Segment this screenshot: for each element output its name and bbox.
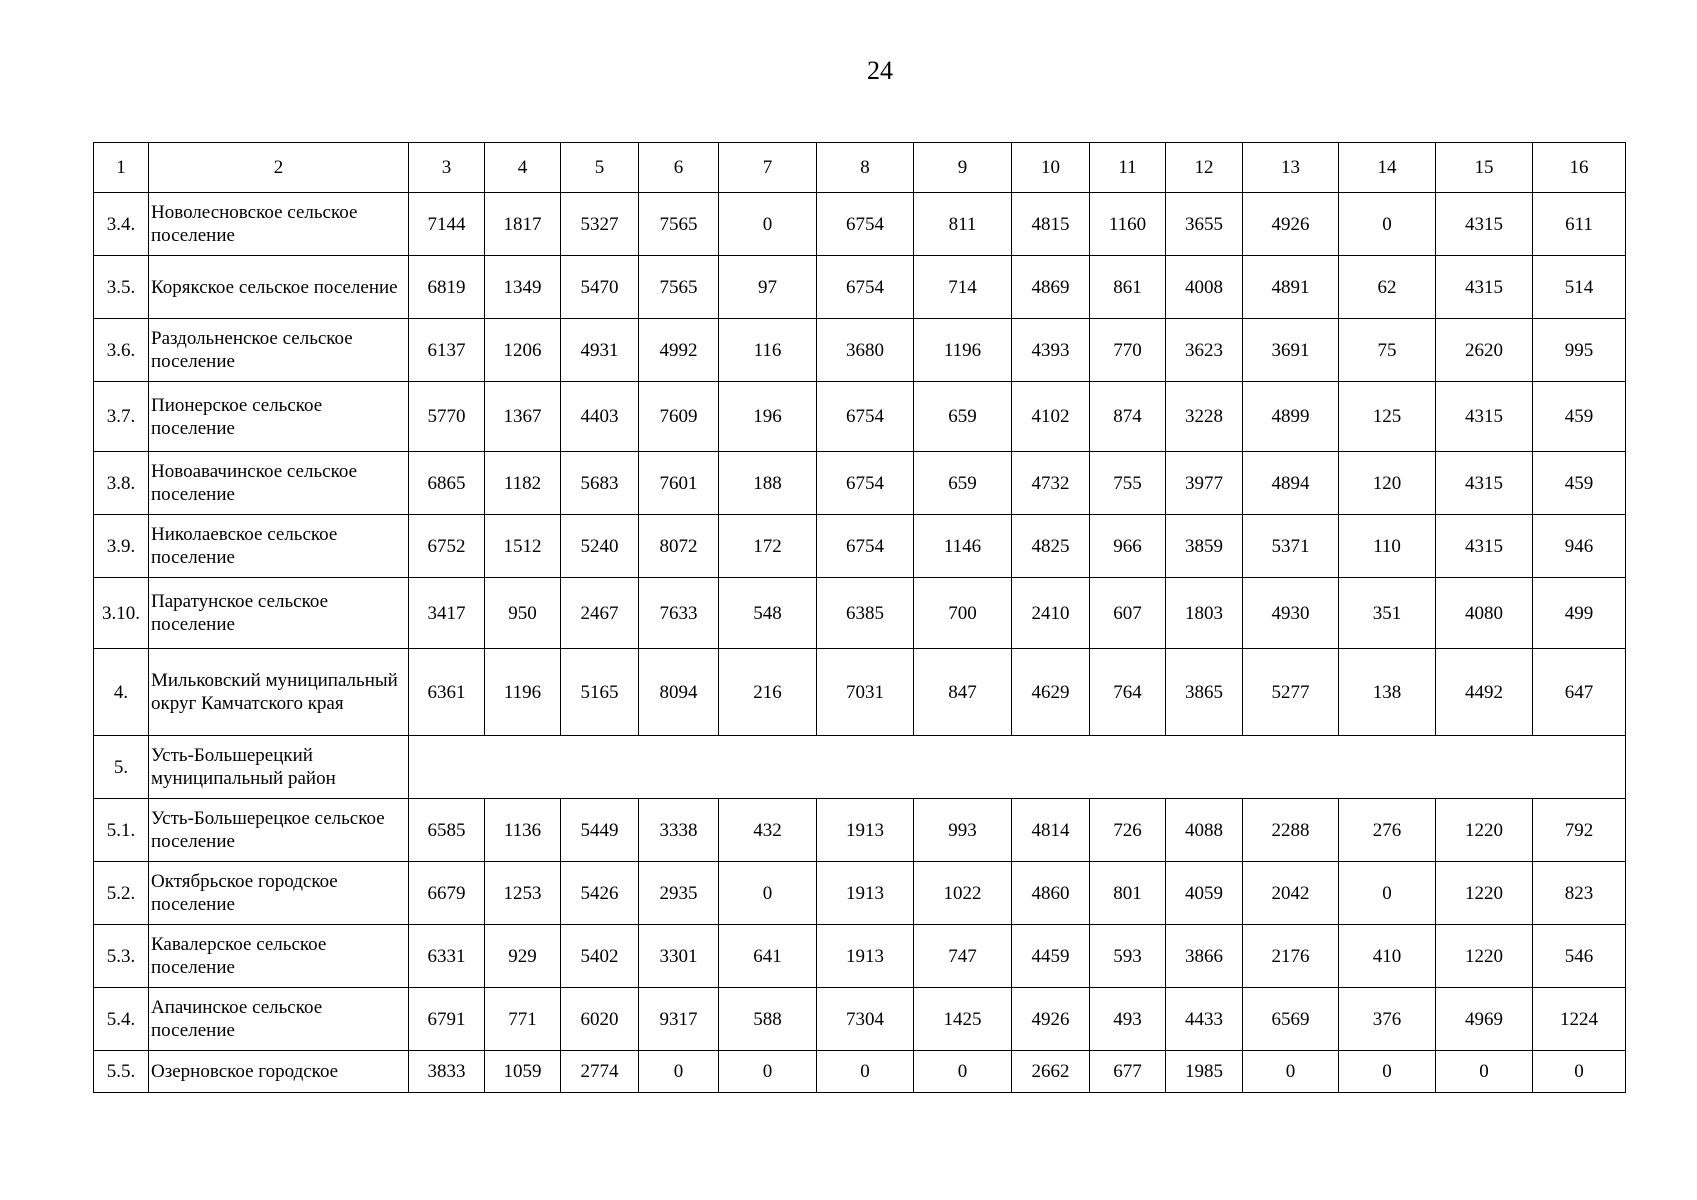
value-cell: 3865: [1166, 649, 1243, 736]
value-cell: 6754: [817, 515, 914, 578]
value-cell: 6331: [409, 925, 485, 988]
value-cell: 2288: [1243, 799, 1339, 862]
municipality-name: Мильковский муниципальный округ Камчатского края: [149, 649, 409, 736]
value-cell: 6754: [817, 382, 914, 452]
value-cell: 6754: [817, 452, 914, 515]
value-cell: 659: [914, 382, 1012, 452]
value-cell: 1985: [1166, 1051, 1243, 1093]
value-cell: 5770: [409, 382, 485, 452]
column-header: 4: [485, 143, 561, 193]
value-cell: 1059: [485, 1051, 561, 1093]
municipality-name: Пионерское сельское поселение: [149, 382, 409, 452]
value-cell: 1160: [1090, 193, 1166, 256]
row-number: 3.9.: [94, 515, 149, 578]
value-cell: 0: [1243, 1051, 1339, 1093]
value-cell: 493: [1090, 988, 1166, 1051]
row-number: 3.10.: [94, 578, 149, 649]
value-cell: 0: [914, 1051, 1012, 1093]
value-cell: 0: [1436, 1051, 1533, 1093]
value-cell: 6361: [409, 649, 485, 736]
value-cell: 1220: [1436, 799, 1533, 862]
municipality-name: Усть-Большерецкий муниципальный район: [149, 736, 409, 799]
table-row: [94, 515, 1626, 578]
value-cell: 1803: [1166, 578, 1243, 649]
value-cell: 8072: [639, 515, 719, 578]
value-cell: 5426: [561, 862, 639, 925]
value-cell: 4926: [1243, 193, 1339, 256]
value-cell: 4825: [1012, 515, 1090, 578]
column-header: 16: [1533, 143, 1626, 193]
value-cell: 4403: [561, 382, 639, 452]
value-cell: 1913: [817, 799, 914, 862]
value-cell: 874: [1090, 382, 1166, 452]
value-cell: 3680: [817, 319, 914, 382]
value-cell: 4315: [1436, 193, 1533, 256]
municipality-name: Озерновское городское: [149, 1051, 409, 1093]
value-cell: 276: [1339, 799, 1436, 862]
value-cell: 172: [719, 515, 817, 578]
value-cell: 861: [1090, 256, 1166, 319]
value-cell: 8094: [639, 649, 719, 736]
column-header: 6: [639, 143, 719, 193]
value-cell: 6137: [409, 319, 485, 382]
value-cell: 5683: [561, 452, 639, 515]
value-cell: 6385: [817, 578, 914, 649]
value-cell: 677: [1090, 1051, 1166, 1093]
value-cell: 4315: [1436, 515, 1533, 578]
value-cell: 1206: [485, 319, 561, 382]
value-cell: 593: [1090, 925, 1166, 988]
header-row: [94, 143, 1626, 193]
value-cell: 995: [1533, 319, 1626, 382]
value-cell: 2935: [639, 862, 719, 925]
value-cell: 4059: [1166, 862, 1243, 925]
value-cell: 811: [914, 193, 1012, 256]
column-header: 10: [1012, 143, 1090, 193]
value-cell: 993: [914, 799, 1012, 862]
row-number: 3.4.: [94, 193, 149, 256]
value-cell: 4088: [1166, 799, 1243, 862]
row-number: 5.5.: [94, 1051, 149, 1093]
value-cell: 4315: [1436, 452, 1533, 515]
value-cell: 771: [485, 988, 561, 1051]
value-cell: 647: [1533, 649, 1626, 736]
row-number: 5.4.: [94, 988, 149, 1051]
value-cell: 4815: [1012, 193, 1090, 256]
value-cell: 5449: [561, 799, 639, 862]
value-cell: 62: [1339, 256, 1436, 319]
value-cell: 7565: [639, 256, 719, 319]
table-row: [94, 862, 1626, 925]
value-cell: 4891: [1243, 256, 1339, 319]
value-cell: 3866: [1166, 925, 1243, 988]
value-cell: 5277: [1243, 649, 1339, 736]
value-cell: 4930: [1243, 578, 1339, 649]
column-header: 12: [1166, 143, 1243, 193]
value-cell: 125: [1339, 382, 1436, 452]
value-cell: 75: [1339, 319, 1436, 382]
value-cell: 7565: [639, 193, 719, 256]
value-cell: 5402: [561, 925, 639, 988]
value-cell: 1913: [817, 925, 914, 988]
value-cell: 120: [1339, 452, 1436, 515]
table-body: [94, 143, 1626, 1093]
value-cell: 755: [1090, 452, 1166, 515]
row-number: 4.: [94, 649, 149, 736]
value-cell: 3417: [409, 578, 485, 649]
value-cell: 3833: [409, 1051, 485, 1093]
value-cell: 188: [719, 452, 817, 515]
value-cell: 7144: [409, 193, 485, 256]
value-cell: 4732: [1012, 452, 1090, 515]
value-cell: 4492: [1436, 649, 1533, 736]
value-cell: 1913: [817, 862, 914, 925]
table-row: [94, 736, 1626, 799]
value-cell: 5327: [561, 193, 639, 256]
value-cell: 2662: [1012, 1051, 1090, 1093]
value-cell: 196: [719, 382, 817, 452]
value-cell: 929: [485, 925, 561, 988]
value-cell: 847: [914, 649, 1012, 736]
table-row: [94, 382, 1626, 452]
table-row: [94, 799, 1626, 862]
page-number: 24: [867, 56, 893, 85]
value-cell: 3623: [1166, 319, 1243, 382]
value-cell: 823: [1533, 862, 1626, 925]
column-header: 14: [1339, 143, 1436, 193]
value-cell: 2410: [1012, 578, 1090, 649]
value-cell: 7031: [817, 649, 914, 736]
municipality-name: Паратунское сельское поселение: [149, 578, 409, 649]
value-cell: 116: [719, 319, 817, 382]
table-row: [94, 649, 1626, 736]
table-row: [94, 452, 1626, 515]
value-cell: 3301: [639, 925, 719, 988]
value-cell: 6754: [817, 193, 914, 256]
value-cell: 611: [1533, 193, 1626, 256]
value-cell: 351: [1339, 578, 1436, 649]
value-cell: 4459: [1012, 925, 1090, 988]
row-number: 5.1.: [94, 799, 149, 862]
value-cell: 1512: [485, 515, 561, 578]
municipality-name: Николаевское сельское поселение: [149, 515, 409, 578]
value-cell: 4315: [1436, 382, 1533, 452]
table-row: [94, 256, 1626, 319]
value-cell: 1817: [485, 193, 561, 256]
column-header: 7: [719, 143, 817, 193]
value-cell: 459: [1533, 452, 1626, 515]
row-number: 5.3.: [94, 925, 149, 988]
table-row: [94, 1051, 1626, 1093]
value-cell: 9317: [639, 988, 719, 1051]
value-cell: 1349: [485, 256, 561, 319]
value-cell: 216: [719, 649, 817, 736]
value-cell: 1196: [485, 649, 561, 736]
value-cell: 5240: [561, 515, 639, 578]
value-cell: 764: [1090, 649, 1166, 736]
value-cell: 1146: [914, 515, 1012, 578]
value-cell: 0: [719, 1051, 817, 1093]
municipality-name: Новоавачинское сельское поселение: [149, 452, 409, 515]
value-cell: 6020: [561, 988, 639, 1051]
row-number: 5.2.: [94, 862, 149, 925]
municipality-name: Новолесновское сельское поселение: [149, 193, 409, 256]
value-cell: 410: [1339, 925, 1436, 988]
data-table: [93, 142, 1626, 1093]
value-cell: 4869: [1012, 256, 1090, 319]
value-cell: 2620: [1436, 319, 1533, 382]
value-cell: 4315: [1436, 256, 1533, 319]
value-cell: 3977: [1166, 452, 1243, 515]
value-cell: 4102: [1012, 382, 1090, 452]
value-cell: 747: [914, 925, 1012, 988]
value-cell: 0: [719, 862, 817, 925]
value-cell: 6569: [1243, 988, 1339, 1051]
value-cell: 459: [1533, 382, 1626, 452]
value-cell: 4080: [1436, 578, 1533, 649]
value-cell: 432: [719, 799, 817, 862]
value-cell: 3228: [1166, 382, 1243, 452]
value-cell: 1425: [914, 988, 1012, 1051]
column-header: 3: [409, 143, 485, 193]
value-cell: 770: [1090, 319, 1166, 382]
value-cell: 6819: [409, 256, 485, 319]
value-cell: 4393: [1012, 319, 1090, 382]
municipality-name: Октябрьское городское поселение: [149, 862, 409, 925]
column-header: 13: [1243, 143, 1339, 193]
municipality-name: Усть-Большерецкое сельское поселение: [149, 799, 409, 862]
value-cell: 2176: [1243, 925, 1339, 988]
value-cell: 1022: [914, 862, 1012, 925]
value-cell: 3338: [639, 799, 719, 862]
value-cell: 700: [914, 578, 1012, 649]
value-cell: 659: [914, 452, 1012, 515]
value-cell: 7304: [817, 988, 914, 1051]
value-cell: 514: [1533, 256, 1626, 319]
value-cell: 6754: [817, 256, 914, 319]
value-cell: 1196: [914, 319, 1012, 382]
value-cell: 1220: [1436, 862, 1533, 925]
value-cell: 1182: [485, 452, 561, 515]
table-row: [94, 578, 1626, 649]
column-header: 9: [914, 143, 1012, 193]
municipality-name: Корякское сельское поселение: [149, 256, 409, 319]
value-cell: 4814: [1012, 799, 1090, 862]
value-cell: 548: [719, 578, 817, 649]
value-cell: 966: [1090, 515, 1166, 578]
value-cell: 0: [817, 1051, 914, 1093]
table-row: [94, 319, 1626, 382]
value-cell: 2467: [561, 578, 639, 649]
column-header: 8: [817, 143, 914, 193]
value-cell: 4931: [561, 319, 639, 382]
table-row: [94, 988, 1626, 1051]
table-row: [94, 925, 1626, 988]
value-cell: 801: [1090, 862, 1166, 925]
value-cell: 714: [914, 256, 1012, 319]
value-cell: 4992: [639, 319, 719, 382]
value-cell: 2042: [1243, 862, 1339, 925]
value-cell: 4899: [1243, 382, 1339, 452]
value-cell: 6679: [409, 862, 485, 925]
value-cell: 950: [485, 578, 561, 649]
municipality-name: Раздольненское сельское поселение: [149, 319, 409, 382]
value-cell: 4433: [1166, 988, 1243, 1051]
value-cell: 7609: [639, 382, 719, 452]
value-cell: 5371: [1243, 515, 1339, 578]
row-number: 3.5.: [94, 256, 149, 319]
value-cell: 6585: [409, 799, 485, 862]
value-cell: 97: [719, 256, 817, 319]
value-cell: 0: [719, 193, 817, 256]
value-cell: 0: [1339, 193, 1436, 256]
municipality-name: Апачинское сельское поселение: [149, 988, 409, 1051]
value-cell: 138: [1339, 649, 1436, 736]
value-cell: 946: [1533, 515, 1626, 578]
value-cell: 5470: [561, 256, 639, 319]
column-header: 5: [561, 143, 639, 193]
value-cell: 4008: [1166, 256, 1243, 319]
value-cell: 4894: [1243, 452, 1339, 515]
value-cell: 0: [1533, 1051, 1626, 1093]
table-row: [94, 193, 1626, 256]
value-cell: 2774: [561, 1051, 639, 1093]
empty-section-cell: [409, 736, 1626, 799]
value-cell: 1367: [485, 382, 561, 452]
value-cell: 4926: [1012, 988, 1090, 1051]
value-cell: 726: [1090, 799, 1166, 862]
value-cell: 641: [719, 925, 817, 988]
row-number: 3.8.: [94, 452, 149, 515]
value-cell: 792: [1533, 799, 1626, 862]
value-cell: 0: [639, 1051, 719, 1093]
value-cell: 6752: [409, 515, 485, 578]
column-header: 2: [149, 143, 409, 193]
value-cell: 546: [1533, 925, 1626, 988]
row-number: 3.7.: [94, 382, 149, 452]
value-cell: 1220: [1436, 925, 1533, 988]
value-cell: 588: [719, 988, 817, 1051]
value-cell: 0: [1339, 862, 1436, 925]
column-header: 11: [1090, 143, 1166, 193]
column-header: 15: [1436, 143, 1533, 193]
value-cell: 499: [1533, 578, 1626, 649]
value-cell: 3691: [1243, 319, 1339, 382]
row-number: 5.: [94, 736, 149, 799]
value-cell: 3655: [1166, 193, 1243, 256]
value-cell: 5165: [561, 649, 639, 736]
value-cell: 6791: [409, 988, 485, 1051]
value-cell: 110: [1339, 515, 1436, 578]
row-number: 3.6.: [94, 319, 149, 382]
value-cell: 3859: [1166, 515, 1243, 578]
value-cell: 4860: [1012, 862, 1090, 925]
column-header: 1: [94, 143, 149, 193]
value-cell: 0: [1339, 1051, 1436, 1093]
value-cell: 6865: [409, 452, 485, 515]
value-cell: 376: [1339, 988, 1436, 1051]
value-cell: 4969: [1436, 988, 1533, 1051]
value-cell: 1136: [485, 799, 561, 862]
value-cell: 607: [1090, 578, 1166, 649]
value-cell: 4629: [1012, 649, 1090, 736]
value-cell: 7633: [639, 578, 719, 649]
value-cell: 7601: [639, 452, 719, 515]
municipality-name: Кавалерское сельское поселение: [149, 925, 409, 988]
value-cell: 1253: [485, 862, 561, 925]
value-cell: 1224: [1533, 988, 1626, 1051]
